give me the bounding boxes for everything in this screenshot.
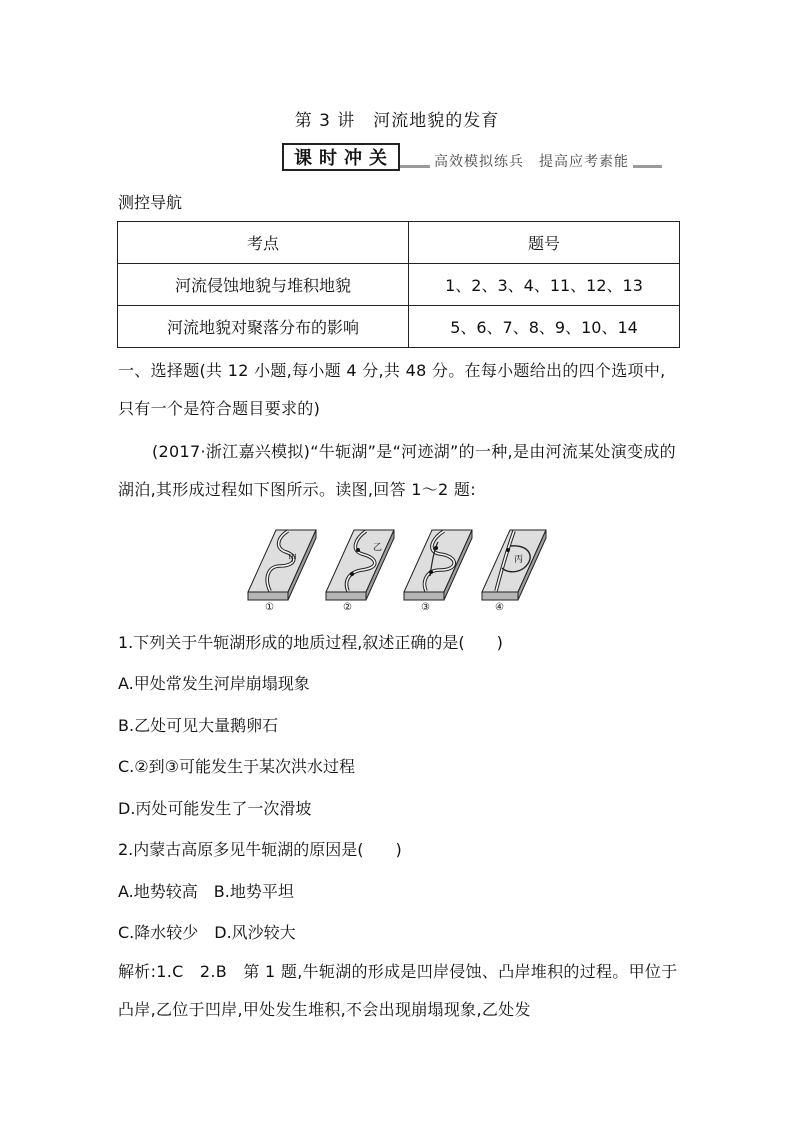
place-label-yi: 乙 (373, 543, 383, 553)
banner-label: 课时冲关 (282, 143, 400, 171)
place-label-jia: 甲 (288, 554, 298, 564)
block-label: ③ (421, 602, 430, 613)
table-header-cell: 题号 (409, 222, 680, 264)
question-2-options-ab: A.地势较高 B.地势平坦 (118, 882, 294, 901)
page-title: 第 3 讲 河流地貌的发育 (294, 111, 500, 131)
table-cell: 1、2、3、4、11、12、13 (409, 264, 680, 306)
question-1-option-d: D.丙处可能发生了一次滑坡 (118, 799, 312, 818)
nav-table (117, 221, 680, 348)
table-header-cell: 考点 (118, 222, 409, 264)
table-header-row (118, 222, 680, 264)
banner-slogan: 高效模拟练兵 提高应考素能 (430, 151, 633, 171)
analysis-text: 解析:1.C 2.B 第 1 题,牛轭湖的形成是凹岸侵蚀、凸岸堆积的过程。甲位于凸岸,乙位于凹岸,甲处发生堆积,不会出现崩塌现象,乙处发 (118, 962, 678, 1019)
question-1-option-b: B.乙处可见大量鹅卵石 (118, 716, 279, 735)
question-1-stem: 1.下列关于牛轭湖形成的地质过程,叙述正确的是( ) (118, 633, 503, 652)
table-cell: 河流侵蚀地貌与堆积地貌 (118, 264, 409, 306)
block-label: ② (343, 602, 352, 613)
oxbow-lake-figure (240, 524, 550, 614)
block-4 (482, 530, 546, 613)
question-2-stem: 2.内蒙古高原多见牛轭湖的原因是( ) (118, 840, 402, 859)
question-2-options-cd: C.降水较少 D.风沙较大 (118, 923, 296, 942)
table-row (118, 264, 680, 306)
block-2 (326, 530, 394, 613)
question-1-option-a: A.甲处常发生河岸崩塌现象 (118, 674, 310, 693)
nav-heading: 测控导航 (118, 193, 183, 212)
table-cell: 5、6、7、8、9、10、14 (409, 306, 680, 348)
block-1 (248, 530, 316, 613)
block-label: ① (265, 602, 274, 613)
table-row (118, 306, 680, 348)
question-1-option-c: C.②到③可能发生于某次洪水过程 (118, 757, 355, 776)
block-3 (404, 530, 472, 613)
block-label: ④ (495, 602, 504, 613)
section-intro: 一、选择题(共 12 小题,每小题 4 分,共 48 分。在每小题给出的四个选项中,只有一个是符合题目要求的) (118, 361, 666, 418)
question-stem: (2017·浙江嘉兴模拟)“牛轭湖”是“河迹湖”的一种,是由河流某处演变成的湖泊,其形成过程如下图所示。读图,回答 1～2 题: (118, 442, 676, 499)
table-cell: 河流地貌对聚落分布的影响 (118, 306, 409, 348)
place-label-bing: 丙 (514, 555, 524, 565)
section-banner (282, 143, 662, 177)
